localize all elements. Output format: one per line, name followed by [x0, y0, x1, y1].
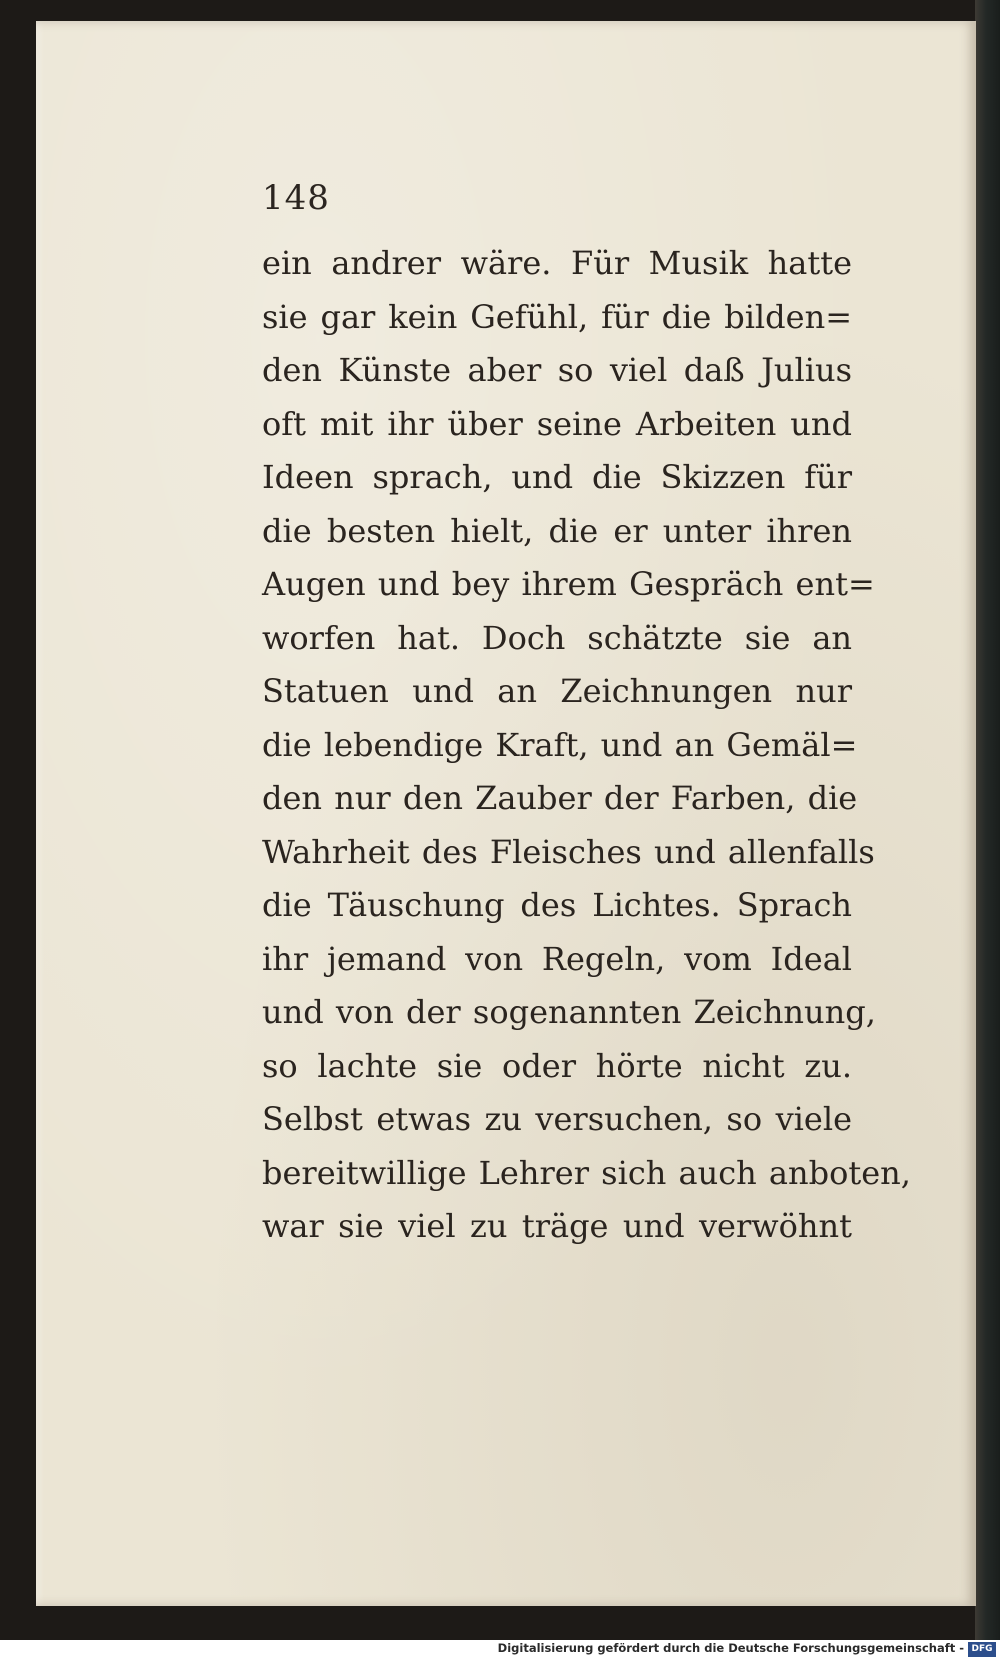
- text-line: Statuen und an Zeichnungen nur: [262, 672, 852, 710]
- digitization-credit: Digitalisierung gefördert durch die Deutsche Forschungsgemeinschaft -: [497, 1641, 964, 1655]
- book-cover-edge: [975, 0, 1000, 1640]
- text-line: so lachte sie oder hörte nicht zu.: [262, 1046, 852, 1085]
- dfg-logo: DFG: [968, 1642, 996, 1657]
- text-line: war sie viel zu träge und verwöhnt: [262, 1207, 852, 1245]
- text-line: ihr jemand von Regeln, vom Ideal: [262, 939, 852, 978]
- text-line: die lebendige Kraft, und an Gemäl=: [262, 725, 858, 764]
- text-line: ein andrer wäre. Für Musik hatte: [262, 244, 852, 282]
- text-line: worfen hat. Doch schätzte sie an: [262, 618, 852, 657]
- text-line: den Künste aber so viel daß Julius: [262, 351, 852, 389]
- text-line: Selbst etwas zu versuchen, so viele: [262, 1100, 852, 1138]
- text-line: die Täuschung des Lichtes. Sprach: [262, 886, 852, 924]
- text-line: Augen und bey ihrem Gespräch ent=: [262, 565, 875, 603]
- text-line: Wahrheit des Fleisches und allenfalls: [262, 832, 875, 871]
- text-line: oft mit ihr über seine Arbeiten und: [262, 404, 852, 443]
- body-text: [262, 237, 911, 1254]
- text-line: Ideen sprach, und die Skizzen für: [262, 458, 852, 496]
- text-line: und von der sogenannten Zeichnung,: [262, 993, 876, 1031]
- text-line: den nur den Zauber der Farben, die: [262, 779, 858, 817]
- text-line: bereitwillige Lehrer sich auch anboten,: [262, 1153, 911, 1192]
- page-number: 148: [262, 178, 330, 218]
- text-line: die besten hielt, die er unter ihren: [262, 511, 852, 550]
- text-line: sie gar kein Gefühl, für die bilden=: [262, 297, 852, 336]
